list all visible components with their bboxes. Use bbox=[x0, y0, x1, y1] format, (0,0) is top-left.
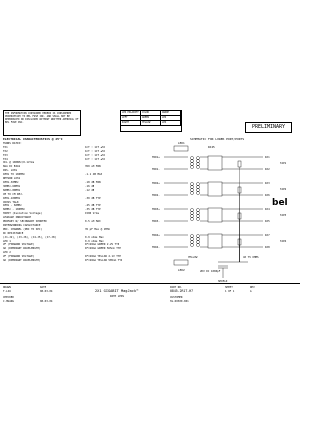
spec-value: -18 dB MIN bbox=[85, 180, 101, 184]
shield-label: SHIELD bbox=[218, 280, 228, 283]
spec-value: -12 dB bbox=[85, 188, 95, 192]
pin-label-right: RJ1 bbox=[265, 156, 270, 159]
spec-value: -45 dB TYP bbox=[85, 204, 101, 208]
spec-param: INTERWINDING CAPACITANCE bbox=[3, 223, 41, 227]
spec-value: 1CT : 1CT ±5% bbox=[85, 153, 106, 157]
spec-value: -16 dB bbox=[85, 184, 95, 188]
yellow-label: YELLOW bbox=[188, 256, 198, 259]
coil bbox=[191, 166, 194, 169]
spec-param: TX2 bbox=[3, 149, 8, 153]
led1-symbol bbox=[174, 146, 188, 151]
rev-label: REV bbox=[250, 286, 255, 289]
drawn-label: DRAWN bbox=[3, 286, 11, 289]
coil bbox=[191, 241, 194, 244]
description-2: WITH LEDS bbox=[110, 295, 125, 298]
spec-param: CROSS TALK bbox=[3, 200, 19, 204]
sheet-label: SHEET bbox=[225, 286, 233, 289]
coil bbox=[197, 235, 200, 238]
spec-param: LED 1 bbox=[3, 239, 11, 243]
led2-label: LED2 bbox=[178, 268, 185, 272]
drawn-by: T.LIU bbox=[3, 290, 11, 293]
coil bbox=[191, 218, 194, 221]
pin-label-left: TRD3- bbox=[152, 220, 160, 223]
coil bbox=[197, 192, 200, 195]
pin-label-left: TRD1- bbox=[152, 168, 160, 171]
coil bbox=[197, 186, 200, 189]
pin-label-right: RJ6 bbox=[265, 194, 270, 197]
pin-label-left: TRD1+ bbox=[152, 156, 160, 159]
preliminary-stamp: PRELIMINARY bbox=[245, 122, 292, 133]
spec-value: IF=20mA GREEN 565nm TYP bbox=[85, 247, 121, 251]
coil bbox=[191, 244, 194, 247]
tap-label: TAP2 bbox=[280, 188, 287, 191]
pin-label-right: RJ5 bbox=[265, 220, 270, 223]
pin-label-left: TRD3+ bbox=[152, 208, 160, 211]
coil bbox=[197, 212, 200, 215]
led-table-row: LEFT GREEN LED bbox=[121, 116, 181, 121]
pin-label-left: TRD2+ bbox=[152, 182, 160, 185]
spec-value: IF=20mA GREEN 2.2V TYP bbox=[85, 243, 120, 247]
schematic-title: SCHEMATIC FOR LOWER PORT/PORTS bbox=[190, 137, 245, 141]
proprietary-notice: THE INFORMATION CONTAINED HEREIN IS CONSIDERED PROPRIETARY TO BEL FUSE INC. AND SHALL NOT BE REPRODUCED OR DISCLOSED WITHOUT WRITTEN APPROVAL OF BEL FUSE INC. bbox=[3, 110, 81, 136]
checked-date: 08-03-04 bbox=[40, 300, 53, 303]
rj45-label: RJ45 bbox=[208, 145, 215, 149]
led-polarity-table bbox=[120, 110, 182, 132]
choke bbox=[208, 156, 222, 170]
customer-label: CUSTOMER bbox=[170, 296, 183, 299]
spec-param: 1MHz TO 100MHz bbox=[3, 173, 25, 177]
coil bbox=[197, 160, 200, 163]
tap-label: TAP3 bbox=[280, 214, 287, 217]
led1-label: LED1 bbox=[178, 141, 185, 145]
part-number: 0845-2R1T-H7 bbox=[170, 289, 194, 293]
coil bbox=[197, 238, 200, 241]
coil bbox=[197, 163, 200, 166]
part-label: PART NO. bbox=[170, 286, 183, 289]
coil bbox=[191, 209, 194, 212]
spec-param: VF (FORWARD VOLTAGE) bbox=[3, 243, 35, 247]
spec-value: 35 pF Max @ 1MHz bbox=[85, 227, 110, 231]
spec-param: TX4 bbox=[3, 157, 8, 161]
coil bbox=[197, 218, 200, 221]
choke bbox=[208, 208, 222, 222]
pin-label-right: RJ8 bbox=[265, 246, 270, 249]
spec-param: (J1-J2), (J3-J6), (J4-J5), (J7-J8) bbox=[3, 235, 57, 239]
led2-symbol bbox=[174, 260, 188, 265]
coil bbox=[191, 183, 194, 186]
resistor bbox=[238, 161, 241, 167]
coil bbox=[191, 235, 194, 238]
tap-label: TAP4 bbox=[280, 240, 287, 243]
bel-logo: bel bbox=[272, 198, 288, 208]
spec-param: 1MHz-100MHz bbox=[3, 196, 21, 200]
coil bbox=[197, 244, 200, 247]
coil bbox=[191, 189, 194, 192]
spec-value: -35 dB TYP bbox=[85, 208, 101, 212]
capacitor-label: 2KV DC 1000pF bbox=[200, 270, 221, 273]
sheet-value: 1 OF 1 bbox=[225, 290, 235, 293]
spec-param: 8mA DC BIAS bbox=[3, 165, 21, 169]
pin-label-right: RJ3 bbox=[265, 182, 270, 185]
coil bbox=[191, 212, 194, 215]
spec-param: λD (DOMINANT WAVELENGTH) bbox=[3, 247, 41, 251]
description: 2X1 GIGABIT MagJack™ bbox=[95, 289, 139, 293]
rev-value: A bbox=[250, 290, 252, 293]
drawing-sheet bbox=[0, 110, 300, 305]
led-table-row: RIGHT YELLOW LED bbox=[121, 121, 181, 126]
spec-param: 30MHz-60MHz bbox=[3, 184, 21, 188]
spec-value: 1CT : 1CT ±5% bbox=[85, 149, 106, 153]
pin-label-left: TRD4+ bbox=[152, 234, 160, 237]
schematic-diagram bbox=[148, 140, 298, 290]
coil bbox=[197, 209, 200, 212]
date-label: DATE bbox=[40, 286, 47, 289]
spec-param: CM TO CM REJ. bbox=[3, 192, 24, 196]
spec-value: -1.1 dB MAX bbox=[85, 173, 103, 177]
spec-param: PRI. CHANNEL (PRI TO SEC) bbox=[3, 227, 43, 231]
checked-by: C.HUANG bbox=[3, 300, 14, 303]
spec-value: 0.5 uH MAX bbox=[85, 220, 101, 224]
spec-value: 1CT : 1CT ±5% bbox=[85, 157, 106, 161]
electrical-characteristics bbox=[3, 138, 148, 263]
coil bbox=[191, 192, 194, 195]
coil bbox=[197, 157, 200, 160]
spec-line bbox=[3, 259, 148, 263]
electrical-title: ELECTRICAL CHARACTERISTICS @ 25°C bbox=[3, 137, 63, 141]
title-block bbox=[0, 283, 300, 306]
spec-param: TX3 bbox=[3, 153, 8, 157]
coil bbox=[191, 186, 194, 189]
spec-param: TURNS RATIO: bbox=[3, 141, 22, 145]
spec-param: HIPOT (Isolation Voltage) bbox=[3, 212, 43, 216]
spec-value: 0.9 ohms Max bbox=[85, 235, 104, 239]
resistor-label: 4X 75 OHMS bbox=[243, 256, 259, 259]
spec-value: 350 uH MIN bbox=[85, 165, 101, 169]
tap-label: TAP1 bbox=[280, 162, 287, 165]
coil bbox=[197, 215, 200, 218]
pin-label-right: RJ7 bbox=[265, 234, 270, 237]
customer-part: SS-60300-001 bbox=[170, 300, 189, 303]
coil bbox=[191, 157, 194, 160]
choke bbox=[208, 234, 222, 248]
spec-param: 60MHz-80MHz bbox=[3, 188, 21, 192]
spec-param: 1MHz - 60MHz bbox=[3, 204, 22, 208]
pin-label-left: TRD2- bbox=[152, 194, 160, 197]
coil bbox=[191, 238, 194, 241]
spec-value: 1CT : 1CT ±5% bbox=[85, 145, 106, 149]
spec-param: PRIMARY W/ SECONDARY SHORTED bbox=[3, 220, 47, 224]
spec-param: INS. LOSS bbox=[3, 169, 18, 173]
spec-value: IF=20mA YELLOW 2.1V TYP bbox=[85, 255, 121, 259]
spec-param: LED 2 bbox=[3, 251, 11, 255]
pin-label-right: RJ2 bbox=[265, 168, 270, 171]
spec-param: VF (FORWARD VOLTAGE) bbox=[3, 255, 35, 259]
spec-param: λD (DOMINANT WAVELENGTH) bbox=[3, 259, 41, 263]
spec-param: 60MHz - 100MHz bbox=[3, 208, 25, 212]
checked-label: CHECKED bbox=[3, 296, 14, 299]
spec-param: OCL @ 100KHz/0.1Vrms bbox=[3, 161, 35, 165]
spec-param: DC RESISTANCE bbox=[3, 231, 24, 235]
coil bbox=[191, 160, 194, 163]
spec-value: IF=20mA YELLOW 585nm TYP bbox=[85, 259, 123, 263]
choke bbox=[208, 182, 222, 196]
coil bbox=[191, 163, 194, 166]
coil bbox=[197, 183, 200, 186]
spec-value: 0.9 ohms Max bbox=[85, 239, 104, 243]
coil bbox=[197, 189, 200, 192]
pin-label-right: RJ4 bbox=[265, 208, 270, 211]
pin-label-left: TRD4- bbox=[152, 246, 160, 249]
led-table-header: LED POLARITY COLOR ANODE bbox=[121, 111, 181, 116]
spec-param: TX1 bbox=[3, 145, 8, 149]
spec-value: 1500 Vrms bbox=[85, 212, 100, 216]
coil bbox=[197, 166, 200, 169]
coil bbox=[197, 241, 200, 244]
spec-value: -30 dB TYP bbox=[85, 196, 101, 200]
coil bbox=[191, 215, 194, 218]
spec-param: 1MHz-30MHz bbox=[3, 180, 19, 184]
spec-param: RETURN LOSS bbox=[3, 177, 21, 181]
drawn-date: 08-03-04 bbox=[40, 290, 53, 293]
spec-param: LEAKAGE INDUCTANCE bbox=[3, 216, 32, 220]
